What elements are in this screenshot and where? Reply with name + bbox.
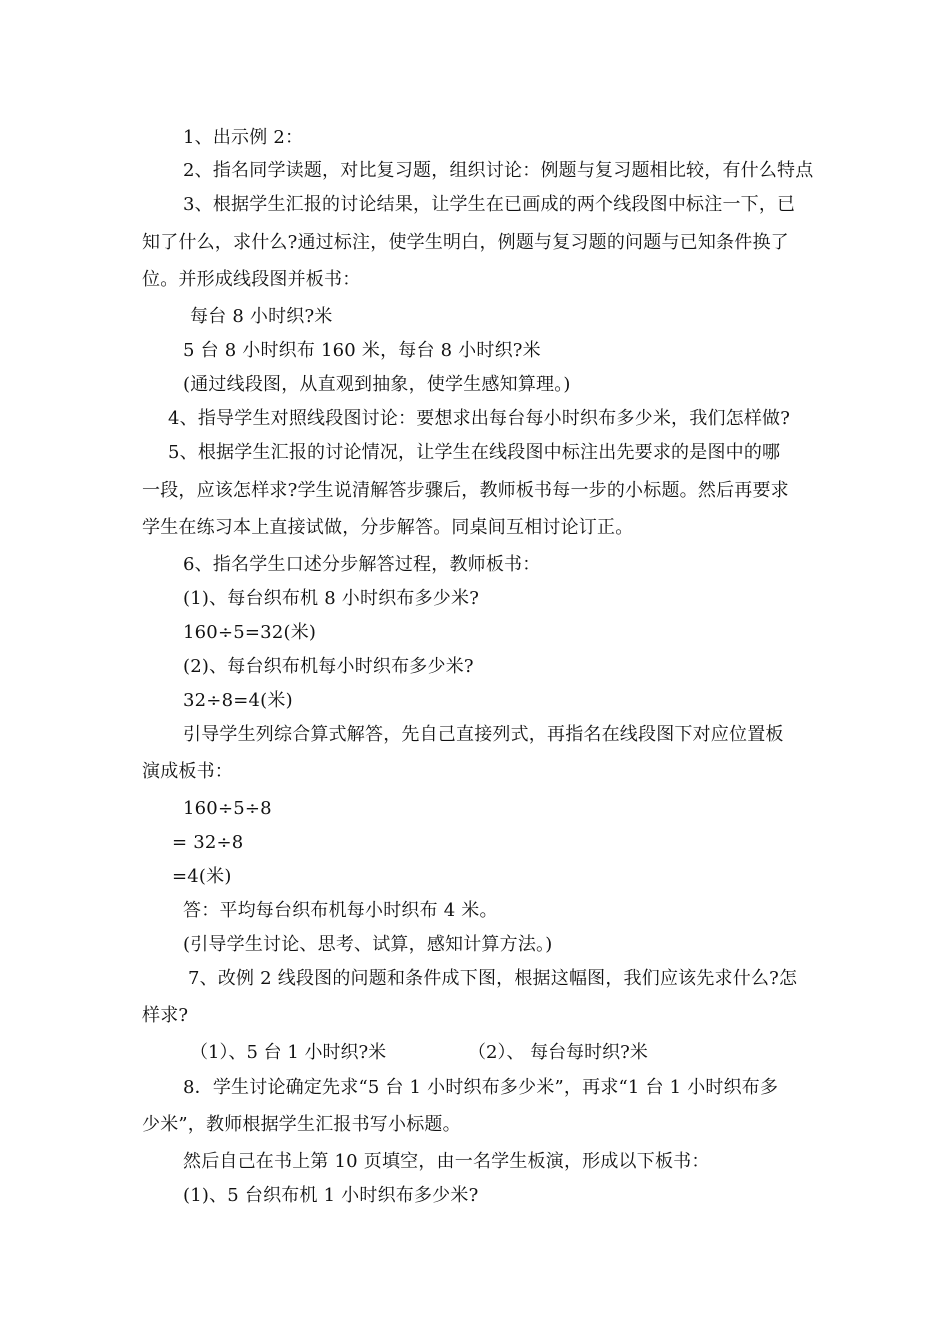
text-line: 每台 8 小时织?米 xyxy=(190,306,333,327)
text-line: 160÷5÷8 xyxy=(183,798,272,819)
text-line: (2)、每台织布机每小时织布多少米? xyxy=(183,656,474,677)
text-line: (通过线段图，从直观到抽象，使学生感知算理。) xyxy=(183,374,571,395)
text-line: (1)、5 台织布机 1 小时织布多少米? xyxy=(183,1185,479,1206)
text-line: =4(米) xyxy=(172,866,232,887)
text-line: 4、指导学生对照线段图讨论：要想求出每台每小时织布多少米，我们怎样做? xyxy=(168,408,791,429)
text-line: 少米”，教师根据学生汇报书写小标题。 xyxy=(142,1114,461,1135)
text-line: 160÷5=32(米) xyxy=(183,622,317,643)
text-line: 然后自己在书上第 10 页填空，由一名学生板演，形成以下板书： xyxy=(183,1151,710,1172)
text-line: 一段，应该怎样求?学生说清解答步骤后，教师板书每一步的小标题。然后再要求 xyxy=(142,480,789,501)
text-line: (1)、每台织布机 8 小时织布多少米? xyxy=(183,588,480,609)
text-line: 样求? xyxy=(142,1005,189,1026)
two-column-line xyxy=(0,1041,950,1065)
text-line: 1、出示例 2： xyxy=(183,127,304,148)
text-line: 引导学生列综合算式解答，先自己直接列式，再指名在线段图下对应位置板 xyxy=(183,724,784,745)
text-line: (引导学生讨论、思考、试算，感知计算方法。) xyxy=(183,934,553,955)
left-item: （1）、5 台 1 小时织?米 xyxy=(190,1042,387,1063)
text-line: 8．学生讨论确定先求“5 台 1 小时织布多少米”，再求“1 台 1 小时织布多 xyxy=(183,1077,779,1098)
text-line: 3、根据学生汇报的讨论结果，让学生在已画成的两个线段图中标注一下，已 xyxy=(183,194,796,215)
text-line: 演成板书： xyxy=(142,761,233,782)
text-line: 2、指名同学读题，对比复习题，组织讨论：例题与复习题相比较，有什么特点 xyxy=(183,160,814,181)
right-item: （2）、 每台每时织?米 xyxy=(468,1042,648,1063)
text-line: 知了什么，求什么?通过标注，使学生明白，例题与复习题的问题与已知条件换了 xyxy=(142,232,789,253)
text-line: 7、改例 2 线段图的问题和条件成下图，根据这幅图，我们应该先求什么?怎 xyxy=(188,968,798,989)
text-line: 答：平均每台织布机每小时织布 4 米。 xyxy=(183,900,498,921)
text-line: 32÷8=4(米) xyxy=(183,690,293,711)
text-line: 5、根据学生汇报的讨论情况，让学生在线段图中标注出先要求的是图中的哪 xyxy=(168,442,781,463)
text-line: 5 台 8 小时织布 160 米，每台 8 小时织?米 xyxy=(183,340,541,361)
text-line: 6、指名学生口述分步解答过程，教师板书： xyxy=(183,554,541,575)
text-line: = 32÷8 xyxy=(172,832,244,853)
text-line: 学生在练习本上直接试做，分步解答。同桌间互相讨论订正。 xyxy=(142,517,634,538)
text-line: 位。并形成线段图并板书： xyxy=(142,269,361,290)
